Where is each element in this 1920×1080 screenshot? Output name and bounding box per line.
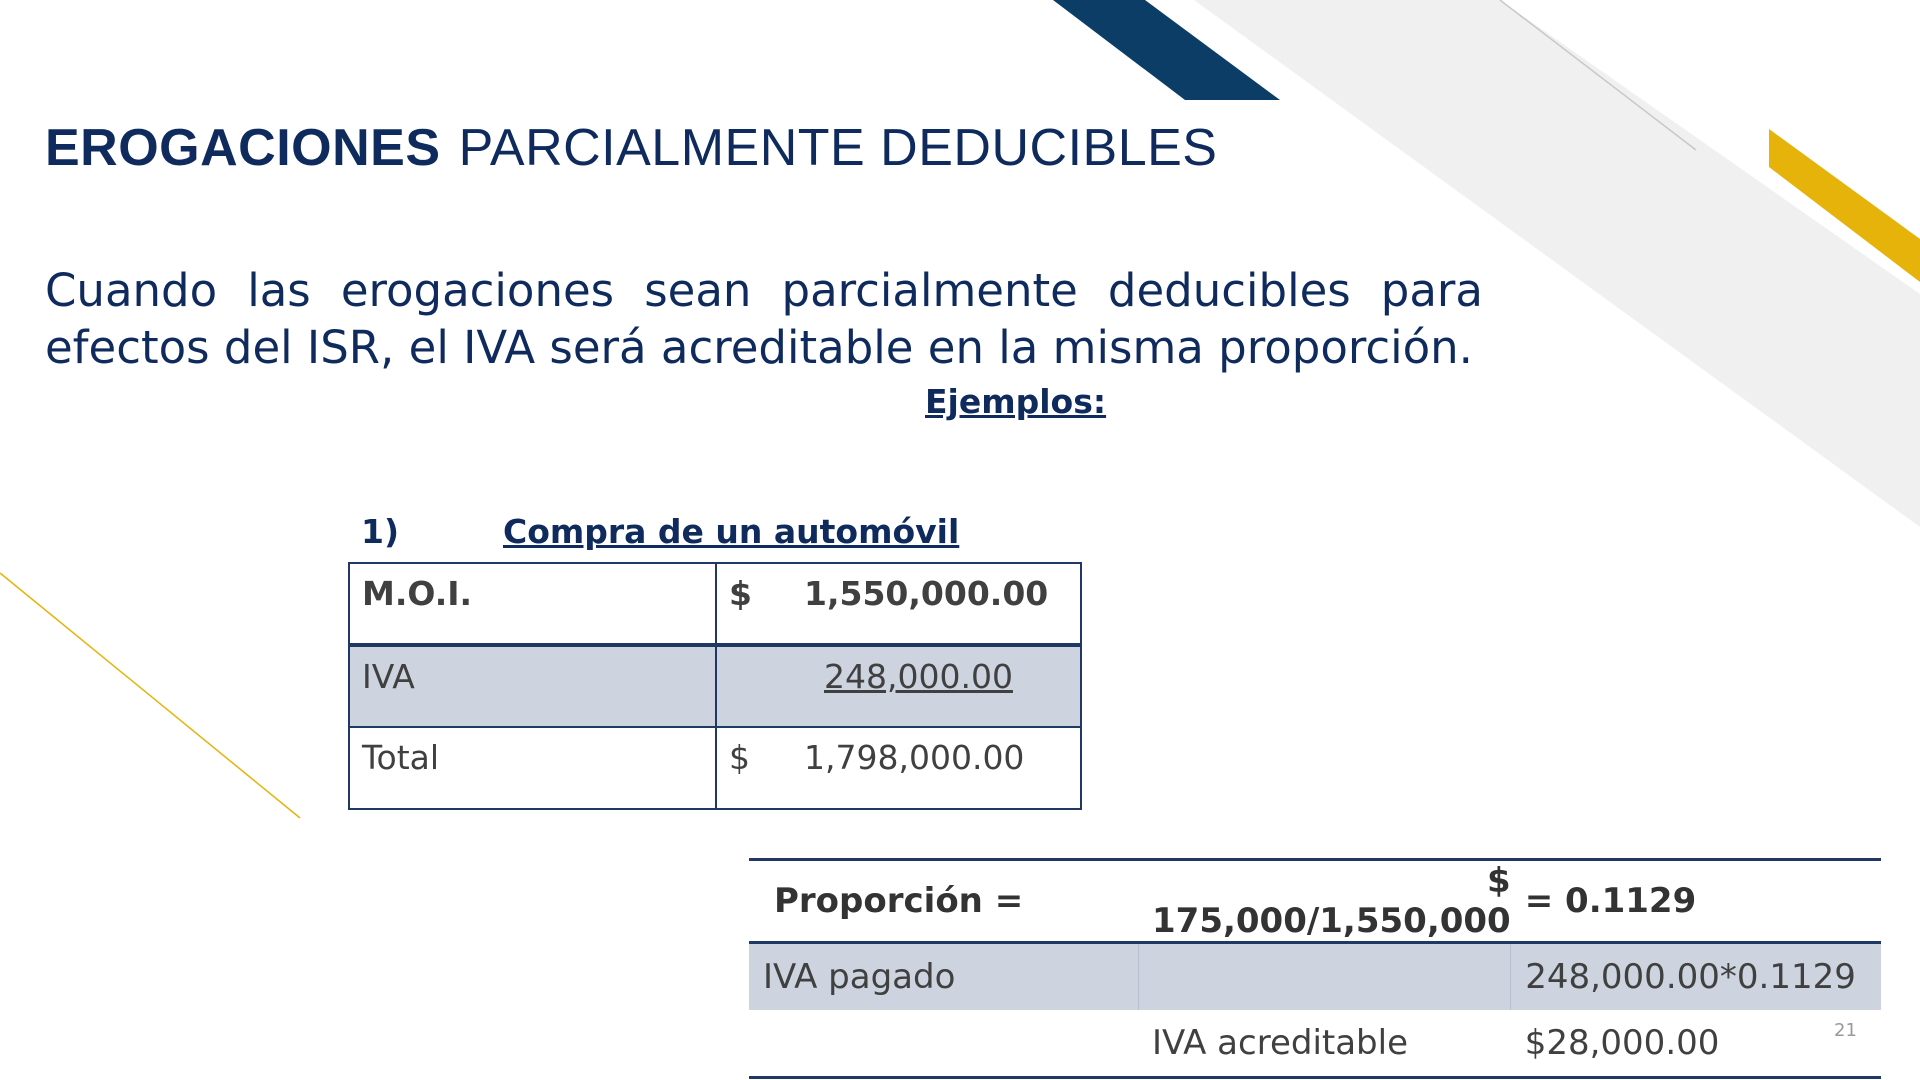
table-row bbox=[349, 727, 1081, 809]
title-rest: PARCIALMENTE DEDUCIBLES bbox=[458, 119, 1218, 177]
yellow-line bbox=[0, 573, 300, 818]
page-number: 21 bbox=[1834, 1020, 1857, 1041]
row-value: 248,000.00*0.1129 bbox=[1511, 943, 1881, 1011]
row-value: $28,000.00 bbox=[1511, 1010, 1881, 1078]
row-amount bbox=[716, 563, 1081, 645]
currency: $ bbox=[729, 738, 750, 777]
proportion-result: = 0.1129 bbox=[1511, 860, 1881, 943]
table-row bbox=[349, 563, 1081, 645]
row-amount bbox=[716, 727, 1081, 809]
amount: 248,000.00 bbox=[824, 657, 1013, 696]
table-row bbox=[749, 943, 1881, 1011]
slide-title bbox=[45, 118, 1218, 178]
row-label: IVA pagado bbox=[749, 943, 1138, 1011]
row-label: IVA bbox=[349, 645, 716, 727]
row-middle bbox=[1138, 943, 1511, 1011]
table-row bbox=[749, 860, 1881, 943]
row-label bbox=[749, 1010, 1138, 1078]
table-row bbox=[349, 645, 1081, 727]
amount: 1,550,000.00 bbox=[804, 574, 1049, 613]
vehicle-purchase-table bbox=[348, 562, 1082, 810]
row-label: M.O.I. bbox=[349, 563, 716, 645]
proportion-table bbox=[749, 858, 1881, 1079]
proportion-formula: $ 175,000/1,550,000 bbox=[1138, 860, 1511, 943]
currency: $ bbox=[729, 574, 752, 613]
amount: 1,798,000.00 bbox=[804, 738, 1025, 777]
example-number: 1) bbox=[361, 512, 400, 551]
example-title: Compra de un automóvil bbox=[503, 512, 960, 551]
table-row bbox=[749, 1010, 1881, 1078]
examples-label: Ejemplos: bbox=[925, 382, 1107, 421]
title-bold: EROGACIONES bbox=[45, 119, 441, 177]
body-paragraph: Cuando las erogaciones sean parcialmente deducibles para efectos del ISR, el IVA será acreditable en la misma proporción. bbox=[45, 264, 1483, 374]
row-label: Total bbox=[349, 727, 716, 809]
proportion-label: Proporción = bbox=[749, 860, 1138, 943]
row-middle: IVA acreditable bbox=[1138, 1010, 1511, 1078]
row-amount bbox=[716, 645, 1081, 727]
